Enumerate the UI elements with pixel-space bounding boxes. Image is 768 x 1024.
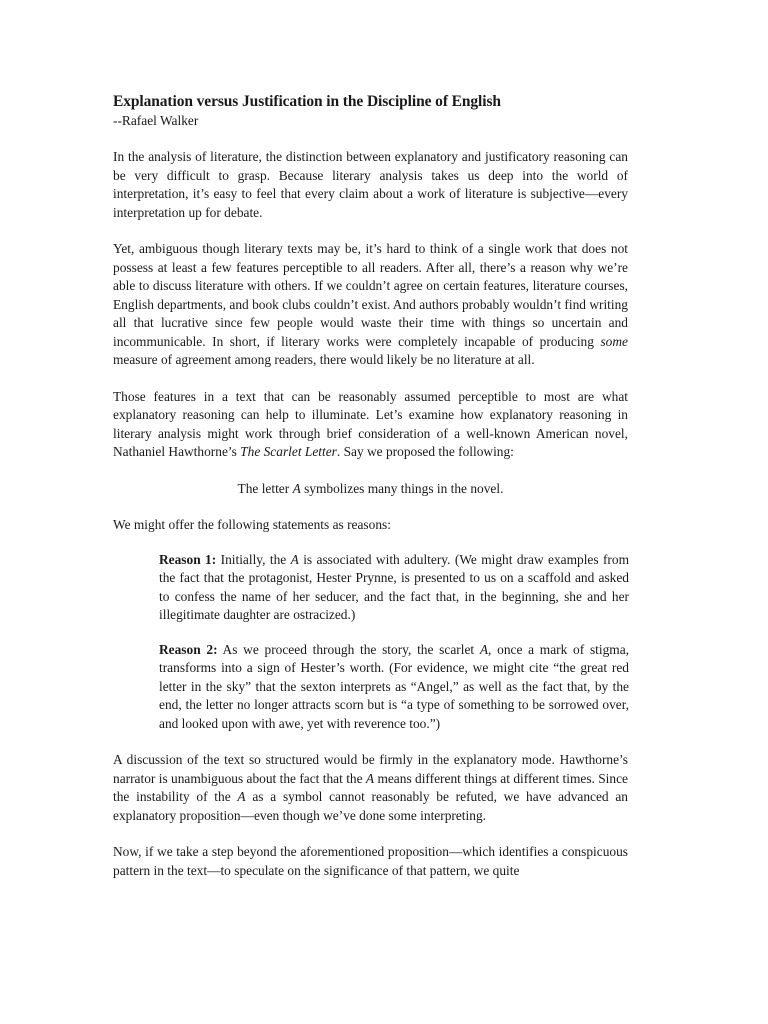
book-title: The Scarlet Letter: [240, 444, 337, 459]
document-title: Explanation versus Justification in the Discipline of English: [113, 93, 501, 110]
reason-2: [159, 641, 629, 734]
paragraph-5-text-a: A discussion of the text so structured would be firmly in the explanatory mode. Hawthorne’s narrator is unambiguous about the fact that the: [113, 752, 628, 786]
paragraph-5: [113, 751, 628, 825]
reason-1-text-a: Initially, the: [216, 551, 291, 567]
reason-1-text-b: is associated with adultery. (We might draw examples from the fact that the protagonist, Hester Prynne, is presented to us on a scaffold and asked to confess the name of her seducer, and the fact that, in the beginning, she and her illegitimate daughter are ostracized.): [159, 551, 630, 622]
document-page: [113, 92, 628, 898]
reason-1: [159, 551, 629, 625]
paragraph-5-text-b: means different things at different times. Since the instability of the: [113, 770, 628, 804]
paragraph-2-emphasis: some: [600, 333, 628, 349]
reason-1-letter: A: [290, 551, 299, 567]
paragraph-5-text-c: as a symbol cannot reasonably be refuted, we have advanced an explanatory proposition—even though we’ve done some interpreting.: [113, 789, 629, 823]
paragraph-5-letter-b: A: [237, 789, 246, 804]
paragraph-3-text-a: Those features in a text that can be reasonably assumed perceptible to most are what explanatory reasoning can help to illuminate. Let’s examine how explanatory reasoning in literary analysis might work through brief consideration of a well-known American novel, Nathaniel Hawthorne’s: [113, 388, 628, 459]
paragraph-5-letter-a: A: [365, 770, 375, 786]
paragraph-3: [113, 388, 628, 462]
paragraph-2-text-b: measure of agreement among readers, there would likely be no literature at all.: [113, 352, 535, 367]
reason-2-label: Reason 2:: [159, 641, 218, 657]
claim-text-a: The letter: [237, 480, 293, 496]
reason-1-label: Reason 1:: [159, 551, 217, 567]
reason-2-letter: A: [479, 641, 489, 657]
reason-2-text-b: , once a mark of stigma, transforms into a sign of Hester’s worth. (For evidence, we might cite “the great red letter in the sky” that the sexton interprets as “Angel,” as well as the fact that, by the end, the letter no longer attracts scorn but is “a type of something to be sorrowed over, and looked upon with awe, yet with reverence too.”): [159, 641, 629, 731]
paragraph-2: [113, 240, 628, 370]
document-author: --Rafael Walker: [113, 113, 199, 128]
paragraph-3-text-b: . Say we proposed the following:: [336, 444, 514, 459]
paragraph-6: Now, if we take a step beyond the aforementioned proposition—which identifies a conspicuous pattern in the text—to speculate on the significance of that pattern, we quite: [113, 844, 628, 878]
paragraph-4: We might offer the following statements as reasons:: [113, 517, 391, 532]
claim-text-b: symbolizes many things in the novel.: [300, 480, 504, 496]
claim-letter: A: [292, 480, 301, 496]
claim-statement: [113, 480, 628, 499]
paragraph-1: In the analysis of literature, the distinction between explanatory and justificatory reasoning can be very difficult to grasp. Because literary analysis takes us deep into the world of interpretation, it’s easy to feel that every claim about a work of literature is subjective—every interpretation up for debate.: [113, 149, 628, 220]
reason-2-text-a: As we proceed through the story, the scarlet: [217, 641, 480, 657]
paragraph-2-text-a: Yet, ambiguous though literary texts may be, it’s hard to think of a single work that does not possess at least a few features perceptible to all readers. After all, there’s a reason why we’re able to discuss literature with others. If we couldn’t agree on certain features, literature courses, English departments, and book clubs couldn’t exist. And authors probably wouldn’t find writing all that lucrative since few people would waste their time with things so uncertain and incommunicable. In short, if literary works were completely incapable of producing: [113, 241, 628, 349]
